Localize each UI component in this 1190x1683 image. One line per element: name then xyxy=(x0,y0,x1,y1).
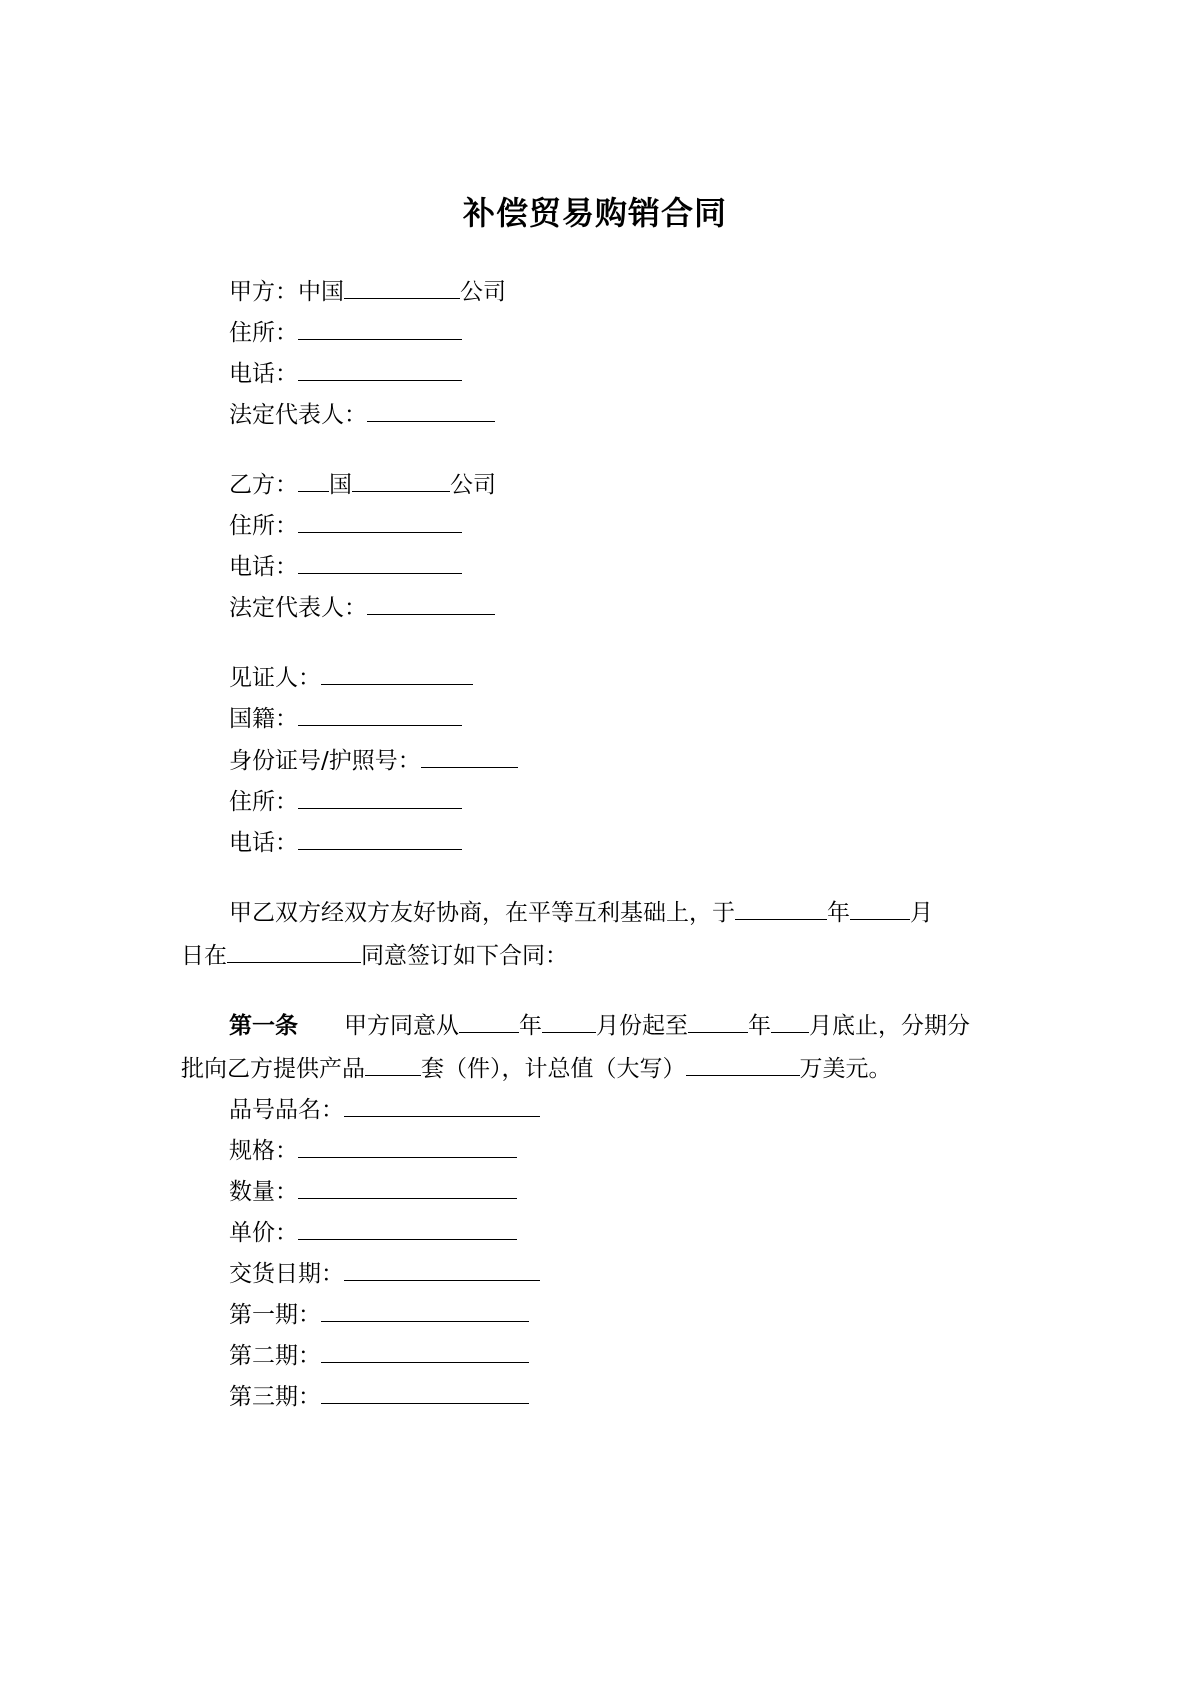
party-a-legal-rep-label: 法定代表人： xyxy=(229,402,367,428)
witness-label: 见证人： xyxy=(229,665,321,691)
article1-line-1 xyxy=(181,1010,1011,1041)
phase-2-blank[interactable] xyxy=(321,1340,529,1363)
intro-line-2 xyxy=(181,940,1011,971)
product-name-label: 品号品名： xyxy=(229,1097,344,1123)
intro-month-label: 月 xyxy=(910,900,933,926)
product-name-blank[interactable] xyxy=(344,1094,540,1117)
document-title: 补偿贸易购销合同 xyxy=(462,194,727,232)
phase-2-line xyxy=(229,1340,529,1371)
article1-year1-blank[interactable] xyxy=(459,1010,519,1033)
party-b-legal-rep-blank[interactable] xyxy=(367,592,495,615)
phase-3-line xyxy=(229,1381,529,1412)
article1-total-blank[interactable] xyxy=(686,1053,800,1076)
article1-text-4: 批向乙方提供产品 xyxy=(181,1056,365,1082)
article1-year1-label: 年 xyxy=(519,1013,542,1039)
party-b-phone-line xyxy=(229,551,462,582)
party-b-country-suffix: 国 xyxy=(329,472,352,498)
spec-blank[interactable] xyxy=(298,1135,517,1158)
witness-nationality-label: 国籍： xyxy=(229,706,298,732)
witness-nationality-blank[interactable] xyxy=(298,703,462,726)
party-b-label: 乙方： xyxy=(229,472,298,498)
party-b-company-blank[interactable] xyxy=(352,469,450,492)
phase-1-label: 第一期： xyxy=(229,1302,321,1328)
intro-text-2a: 日在 xyxy=(181,943,227,969)
party-a-address-label: 住所： xyxy=(229,320,298,346)
article1-heading: 第一条 xyxy=(229,1013,298,1039)
delivery-date-blank[interactable] xyxy=(344,1258,540,1281)
spec-line xyxy=(229,1135,517,1166)
witness-id-blank[interactable] xyxy=(421,745,518,768)
party-a-label: 甲方：中国 xyxy=(229,279,344,305)
phase-1-line xyxy=(229,1299,529,1330)
article1-qty-blank[interactable] xyxy=(365,1053,421,1076)
article1-year2-label: 年 xyxy=(748,1013,771,1039)
party-a-company-blank[interactable] xyxy=(344,276,460,299)
delivery-date-label: 交货日期： xyxy=(229,1261,344,1287)
party-a-legal-rep-blank[interactable] xyxy=(367,399,495,422)
party-b-country-blank[interactable] xyxy=(298,469,329,492)
witness-phone-blank[interactable] xyxy=(298,827,462,850)
party-b-suffix: 公司 xyxy=(450,472,496,498)
intro-year-label: 年 xyxy=(827,900,850,926)
intro-text-2b: 同意签订如下合同： xyxy=(361,943,568,969)
phase-3-blank[interactable] xyxy=(321,1381,529,1404)
party-a-legal-rep-line xyxy=(229,399,495,430)
witness-line xyxy=(229,662,473,693)
witness-address-line xyxy=(229,786,462,817)
phase-2-label: 第二期： xyxy=(229,1343,321,1369)
phase-1-blank[interactable] xyxy=(321,1299,529,1322)
party-a-address-blank[interactable] xyxy=(298,317,462,340)
product-name-line xyxy=(229,1094,540,1125)
article1-text-6: 万美元。 xyxy=(799,1056,892,1082)
party-b-phone-blank[interactable] xyxy=(298,551,462,574)
article1-month1-blank[interactable] xyxy=(542,1010,596,1033)
unit-price-blank[interactable] xyxy=(298,1217,517,1240)
article1-text-1: 甲方同意从 xyxy=(344,1013,459,1039)
party-a-phone-blank[interactable] xyxy=(298,358,462,381)
party-a-phone-label: 电话： xyxy=(229,361,298,387)
article1-text-5: 套（件），计总值（大写） xyxy=(421,1056,686,1082)
party-b-line xyxy=(229,469,496,500)
article1-text-3: 月底止，分期分 xyxy=(809,1013,970,1039)
intro-year-blank[interactable] xyxy=(735,897,827,920)
party-a-phone-line xyxy=(229,358,462,389)
witness-nationality-line xyxy=(229,703,462,734)
quantity-label: 数量： xyxy=(229,1179,298,1205)
party-b-legal-rep-line xyxy=(229,592,495,623)
intro-place-blank[interactable] xyxy=(227,940,361,963)
witness-address-label: 住所： xyxy=(229,789,298,815)
party-b-address-line xyxy=(229,510,462,541)
party-b-address-label: 住所： xyxy=(229,513,298,539)
intro-line-1 xyxy=(181,897,1011,928)
article1-year2-blank[interactable] xyxy=(688,1010,748,1033)
article1-month2-blank[interactable] xyxy=(771,1010,809,1033)
intro-text-1: 甲乙双方经双方友好协商，在平等互利基础上，于 xyxy=(229,900,735,926)
party-a-address-line xyxy=(229,317,462,348)
unit-price-label: 单价： xyxy=(229,1220,298,1246)
witness-phone-line xyxy=(229,827,462,858)
party-b-address-blank[interactable] xyxy=(298,510,462,533)
witness-phone-label: 电话： xyxy=(229,830,298,856)
delivery-date-line xyxy=(229,1258,540,1289)
party-a-suffix: 公司 xyxy=(460,279,506,305)
phase-3-label: 第三期： xyxy=(229,1384,321,1410)
party-b-legal-rep-label: 法定代表人： xyxy=(229,595,367,621)
party-a-line xyxy=(229,276,506,307)
witness-address-blank[interactable] xyxy=(298,786,462,809)
unit-price-line xyxy=(229,1217,517,1248)
quantity-blank[interactable] xyxy=(298,1176,517,1199)
article1-line-2 xyxy=(181,1053,1011,1084)
article1-text-2: 月份起至 xyxy=(596,1013,688,1039)
quantity-line xyxy=(229,1176,517,1207)
witness-id-label: 身份证号/护照号： xyxy=(229,748,421,774)
spec-label: 规格： xyxy=(229,1138,298,1164)
intro-month-blank[interactable] xyxy=(850,897,910,920)
witness-blank[interactable] xyxy=(321,662,473,685)
witness-id-line xyxy=(229,745,518,776)
party-b-phone-label: 电话： xyxy=(229,554,298,580)
